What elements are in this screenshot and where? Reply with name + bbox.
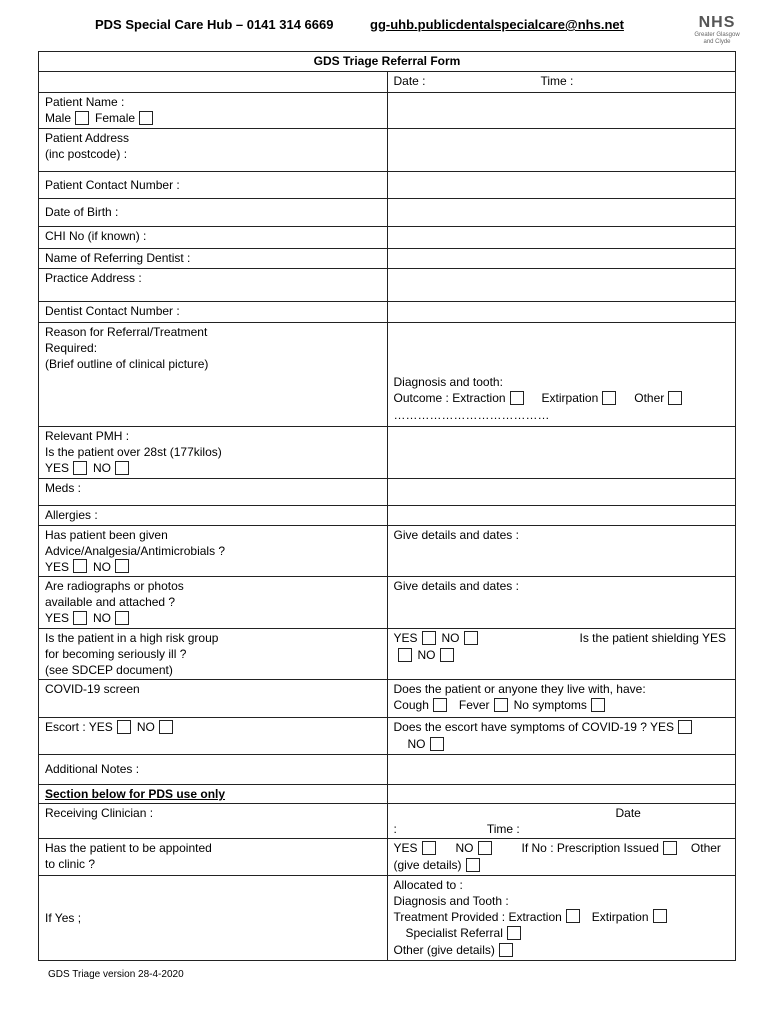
radio-cell [39,577,388,629]
dentist-contact-label: Dentist Contact Number : [39,301,388,322]
diagnosis-label: Diagnosis and tooth: [393,374,503,389]
dentist-contact-field[interactable] [387,301,736,322]
patient-name-field[interactable] [387,93,736,129]
over28-label: Is the patient over 28st (177kilos) [45,444,222,459]
practice-field[interactable] [387,268,736,301]
contact-field[interactable] [387,171,736,198]
receiving-field[interactable] [387,803,736,838]
no-symptoms-checkbox[interactable] [591,698,605,712]
other-dots: ………………………………… [393,407,550,422]
female-checkbox[interactable] [139,111,153,125]
covid-field [387,680,736,718]
reason-cell [39,322,388,426]
prescription-checkbox[interactable] [663,841,677,855]
other-label: Other [634,390,665,405]
pds-blank [387,784,736,803]
advice-details[interactable]: Give details and dates : [387,525,736,577]
pds-section-text: Section below for PDS use only [45,786,226,801]
chi-label: CHI No (if known) : [39,226,388,248]
ifyes-other-checkbox[interactable] [499,943,513,957]
no-symptoms-label: No symptoms [513,698,587,713]
appoint-yes-checkbox[interactable] [422,841,436,855]
meds-field[interactable] [387,478,736,505]
covid-question: Does the patient or anyone they live with, have: [393,682,646,697]
escort-label: Escort : YES [45,720,113,735]
escort-yes-checkbox[interactable] [117,720,131,734]
treatment-extirpation-label: Extirpation [591,909,649,924]
appoint-no-label: NO [455,840,474,855]
male-checkbox[interactable] [75,111,89,125]
risk-label2: for becoming seriously ill ? [45,647,187,662]
fever-checkbox[interactable] [494,698,508,712]
appoint-label1: Has the patient to be appointed [45,840,212,855]
pmh-field[interactable] [387,426,736,478]
header-hub: PDS Special Care Hub – 0141 314 6669 [95,17,334,32]
time-label: Time : [540,74,574,88]
logo-sub2: and Clyde [703,39,731,45]
dob-field[interactable] [387,198,736,226]
ifyes-label: If Yes ; [39,875,388,960]
ifno-label: If No : Prescription Issued [521,840,659,855]
dob-label: Date of Birth : [39,198,388,226]
logo-sub1: Greater Glasgow [694,32,740,38]
risk-yes-label: YES [393,631,418,646]
ifyes-other-label: Other (give details) [393,943,495,958]
radio-details[interactable]: Give details and dates : [387,577,736,629]
address-cell [39,128,388,171]
address-label2: (inc postcode) : [45,146,128,161]
pmh-yes-checkbox[interactable] [73,461,87,475]
appoint-no-checkbox[interactable] [478,841,492,855]
meds-label: Meds : [39,478,388,505]
fever-label: Fever [458,698,490,713]
escort-sym-yes-checkbox[interactable] [678,720,692,734]
allergies-field[interactable] [387,505,736,525]
treatment-extirpation-checkbox[interactable] [653,909,667,923]
pmh-no-checkbox[interactable] [115,461,129,475]
pmh-no-label: NO [93,460,112,475]
reason-label2: Required: [45,340,98,355]
radio-label1: Are radiographs or photos [45,579,184,594]
cough-checkbox[interactable] [433,698,447,712]
radio-yes-label: YES [45,611,70,626]
pmh-yes-label: YES [45,460,70,475]
escort-sym-no-label: NO [407,737,426,752]
advice-label1: Has patient been given [45,527,168,542]
shielding-no-checkbox[interactable] [440,648,454,662]
ref-dentist-field[interactable] [387,248,736,268]
ref-dentist-label: Name of Referring Dentist : [39,248,388,268]
chi-field[interactable] [387,226,736,248]
advice-yes-checkbox[interactable] [73,559,87,573]
escort-cell [39,718,388,755]
risk-field [387,629,736,680]
blank-cell [39,72,388,93]
header-email[interactable]: gg-uhb.publicdentalspecialcare@nhs.net [370,17,624,32]
covid-label: COVID-19 screen [39,680,388,718]
advice-yes-label: YES [45,559,70,574]
other-details-label: Other (give details) [393,840,721,872]
receiving-time: Time : [486,821,520,836]
risk-label1: Is the patient in a high risk group [45,631,219,646]
reason-field[interactable] [387,322,736,426]
extraction-checkbox[interactable] [510,391,524,405]
appoint-yes-label: YES [393,840,418,855]
escort-sym-no-checkbox[interactable] [430,737,444,751]
escort-no-label: NO [136,720,155,735]
treatment-extraction-checkbox[interactable] [566,909,580,923]
risk-label3: (see SDCEP document) [45,663,173,678]
receiving-date: Date : [393,805,641,836]
practice-label: Practice Address : [39,268,388,301]
triage-form [38,51,736,961]
risk-no-label: NO [441,631,460,646]
radio-no-label: NO [93,611,112,626]
reason-label3: (Brief outline of clinical picture) [45,356,209,371]
date-time-row[interactable] [387,72,736,93]
pmh-cell [39,426,388,478]
pds-section-label [39,784,388,803]
specialist-checkbox[interactable] [507,926,521,940]
risk-yes-checkbox[interactable] [422,631,436,645]
notes-label: Additional Notes : [39,754,388,784]
patient-name-label: Patient Name : [45,95,125,109]
advice-no-checkbox[interactable] [115,559,129,573]
nhs-logo-text: NHS [698,14,736,31]
allergies-label: Allergies : [39,505,388,525]
cough-label: Cough [393,698,429,713]
female-label: Female [95,111,136,125]
other-details-checkbox[interactable] [466,858,480,872]
advice-no-label: NO [93,559,112,574]
shielding-no-label: NO [417,648,436,663]
other-checkbox[interactable] [668,391,682,405]
pmh-label: Relevant PMH : [45,428,130,443]
contact-label: Patient Contact Number : [39,171,388,198]
notes-field[interactable] [387,754,736,784]
radio-yes-checkbox[interactable] [73,611,87,625]
specialist-label: Specialist Referral [405,926,503,941]
risk-no-checkbox[interactable] [464,631,478,645]
advice-cell [39,525,388,577]
form-title: GDS Triage Referral Form [39,52,736,72]
patient-name-cell [39,93,388,129]
receiving-label: Receiving Clinician : [39,803,388,838]
advice-label2: Advice/Analgesia/Antimicrobials ? [45,543,226,558]
extirpation-label: Extirpation [541,390,599,405]
radio-no-checkbox[interactable] [115,611,129,625]
risk-cell [39,629,388,680]
male-label: Male [45,111,72,125]
address-field[interactable] [387,128,736,171]
appoint-label2: to clinic ? [45,856,96,871]
treatment-label: Treatment Provided : Extraction [393,909,562,924]
reason-label1: Reason for Referral/Treatment [45,324,208,339]
date-label: Date : [393,74,426,88]
outcome-label: Outcome : Extraction [393,390,506,405]
ifyes-field [387,875,736,960]
shielding-yes-checkbox[interactable] [398,648,412,662]
address-label: Patient Address [45,130,130,145]
footer-version: GDS Triage version 28-4-2020 [48,969,184,980]
appoint-field [387,838,736,875]
radio-label2: available and attached ? [45,595,176,610]
allocated-label: Allocated to : [393,877,463,892]
appoint-cell [39,838,388,875]
extirpation-checkbox[interactable] [602,391,616,405]
escort-field [387,718,736,755]
nhs-logo [688,14,746,46]
escort-question: Does the escort have symptoms of COVID-19 ? YES [393,720,675,735]
shielding-label: Is the patient shielding YES [579,631,727,646]
escort-no-checkbox[interactable] [159,720,173,734]
diag-tooth-label: Diagnosis and Tooth : [393,893,509,908]
